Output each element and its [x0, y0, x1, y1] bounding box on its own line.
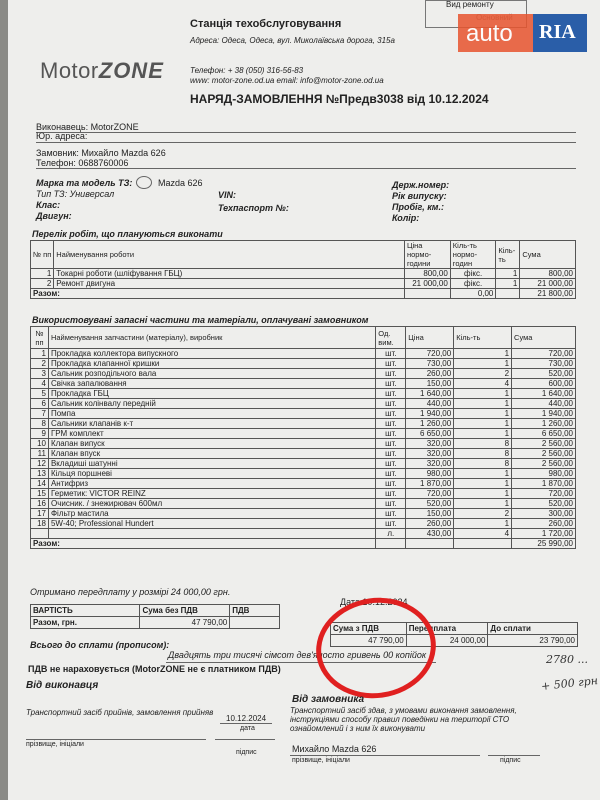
table-row: 15 Герметик: VICTOR REINZ шт. 720,00 1 720,00: [31, 489, 576, 499]
address-line: Адреса: Одеса, Одеса, вул. Миколаївська дорога, 315а: [190, 36, 395, 45]
color-label: Колір:: [392, 213, 420, 223]
year-label: Рік випуску:: [392, 191, 447, 201]
table-row: 17 Фільтр мастила шт. 150,00 2 300,00: [31, 509, 576, 519]
table-row: 12 Вкладиші шатунні шт. 320,00 8 2 560,00: [31, 459, 576, 469]
table-row: 11 Клапан впуск шт. 320,00 8 2 560,00: [31, 449, 576, 459]
accepted-text: Транспортний засіб прийнів, замовлення прийняв: [26, 708, 214, 717]
table-row: л. 430,00 4 1 720,00: [31, 529, 576, 539]
techpassport-label: Техпаспорт №:: [218, 203, 289, 213]
prepayment-line: Отримано передплату у розмірі 24 000,00 грн.: [30, 587, 231, 597]
table-row: 6 Сальник колінвалу передній шт. 440,00 1 440,00: [31, 399, 576, 409]
surname-label-right: прізвище, ініціали: [292, 757, 350, 764]
payment-date: Дата 10.12.2024: [340, 597, 408, 607]
motorzone-logo: MotorZONE: [40, 58, 164, 83]
works-header-rate: Ціна нормо-години: [404, 241, 450, 269]
vehicle-class-label: Клас:: [36, 200, 61, 210]
table-row: 8 Сальники клапанів к-т шт. 1 260,00 1 1 260,00: [31, 419, 576, 429]
table-row: 18 5W-40; Professional Hundert шт. 260,00 1 260,00: [31, 519, 576, 529]
table-row: 1 Прокладка коллектора випускного шт. 720,00 1 720,00: [31, 349, 576, 359]
table-row: 3 Сальник розподільчого вала шт. 260,00 2 520,00: [31, 369, 576, 379]
table-row: 1 Токарні роботи (шліфування ГБЦ) 800,00 фікс. 1 800,00: [31, 269, 576, 279]
signature-label-left: підпис: [236, 749, 257, 756]
table-row: 16 Очисник. / знежирювач 600мл шт. 520,00 1 520,00: [31, 499, 576, 509]
works-table: [30, 240, 576, 299]
handed-text: Транспортний засіб здав, з умовами виконання замовлення, інструкціями способу правил поведінки на території СТО ознайомлений і з ним їх виконувати: [290, 706, 517, 733]
works-header-name: Найменування роботи: [54, 241, 405, 269]
table-row: 7 Помпа шт. 1 940,00 1 1 940,00: [31, 409, 576, 419]
legal-address-line: Юр. адреса:: [36, 131, 88, 141]
executor-line: Виконавець: MotorZONE: [36, 122, 139, 132]
works-total-row: Разом: 0,00 21 800,00: [31, 289, 576, 299]
from-customer-label: Від замовника: [292, 694, 365, 705]
accepted-date: 10.12.2024: [226, 714, 267, 723]
customer-phone-line: Телефон: 0688760006: [36, 158, 129, 168]
plate-label: Держ.номер:: [392, 180, 450, 190]
vat-note: ПДВ не нараховується (MotorZONE не є платником ПДВ): [28, 664, 281, 674]
signature-label-right: підпис: [500, 757, 521, 764]
works-header-hours: Кіль-ть нормо-годин: [450, 241, 496, 269]
surname-label-left: прізвище, ініціали: [26, 741, 84, 748]
cost-table-right: Сума з ПДВ Передплата До сплати 47 790,00 24 000,00 23 790,00: [330, 622, 578, 647]
vehicle-make-value: Mazda 626: [158, 178, 203, 188]
vehicle-make-label: Марка та модель ТЗ:: [36, 178, 133, 188]
table-row: 5 Прокладка ГБЦ шт. 1 640,00 1 1 640,00: [31, 389, 576, 399]
parts-section-title: Використовувані запасні частини та матеріали, оплачувані замовником: [32, 315, 369, 325]
table-row: 9 ГРМ комплект шт. 6 650,00 1 6 650,00: [31, 429, 576, 439]
handwritten-note-2: + 500 грн: [540, 674, 599, 693]
parts-total-row: Разом: 25 990,00: [31, 539, 576, 549]
vehicle-engine-label: Двигун:: [36, 211, 72, 221]
table-row: 14 Антифриз шт. 1 870,00 1 1 870,00: [31, 479, 576, 489]
works-section-title: Перелік робіт, що плануються виконати: [32, 229, 223, 239]
in-words-label: Всього до сплати (прописом):: [30, 640, 170, 650]
date-word: дата: [240, 725, 255, 732]
autoria-watermark-auto: auto: [458, 14, 538, 52]
web-line: www: motor-zone.od.ua email: info@motor-zone.od.ua: [190, 76, 384, 85]
table-row: 13 Кільця поршневі шт. 980,00 1 980,00: [31, 469, 576, 479]
table-row: 4 Свічка запалювання шт. 150,00 4 600,00: [31, 379, 576, 389]
vehicle-type: Тип ТЗ: Универсал: [36, 189, 115, 199]
repair-type-label: Вид ремонту: [446, 0, 494, 9]
customer-line: Замовник: Михайло Mazda 626: [36, 148, 166, 158]
order-title: НАРЯД-ЗАМОВЛЕННЯ №Предв3038 від 10.12.2024: [190, 92, 489, 106]
works-header-sum: Сума: [520, 241, 576, 269]
phone-line: Телефон: + 38 (050) 316-56-83: [190, 66, 304, 75]
service-station-title: Станція техобслуговування: [190, 18, 342, 30]
parts-table: № пп Найменування запчастини (матеріалу), виробник Од. вим. Ціна Кіль-ть Сума 1 Прокладка коллектора випускного шт. 720,00 1 720,00 2 Прокладка клапанної кришки шт. 730,00 1 730,00 3 Сальник розподільчого вала шт. 260,00 2 520,00 4 Свічка запалювання шт. 150,00 4 600,00 5 Прокладка ГБЦ шт. 1 640,00 1 1 640,00 6 Сальник колінвалу передній шт. 440,00 1 440,00 7 Помпа шт. 1 940,00 1 1 940,00 8 Сальники клапанів к-т шт. 1 260,00 1 1 260,00 9 ГРМ комплект шт. 6 650,00 1 6 650,00 10 Клапан випуск шт. 320,00 8 2 560,00 11 Клапан впуск шт. 320,00 8 2 560,00 12 Вкладиші шатунні шт. 320,00 8 2 560,00 13 Кільця поршневі шт. 980,00 1 980,00 14 Антифриз шт. 1 870,00 1 1 870,00 15 Герметик: VICTOR REINZ шт. 720,00 1 720,00 16 Очисник. / знежирювач 600мл шт. 520,00 1 520,00 17 Фільтр мастила шт. 150,00 2 300,00 18 5W-40; Professional Hundert шт. 260,00 1 260,00 л. 430,00 4 1 720,00 Разом: 25 990,00: [30, 326, 576, 549]
mazda-icon: [136, 176, 152, 189]
autoria-watermark-ria: RIA: [533, 14, 587, 52]
table-row: 10 Клапан випуск шт. 320,00 8 2 560,00: [31, 439, 576, 449]
cost-table-left: ВАРТІСТЬ Сума без ПДВ ПДВ Разом, грн. 47 790,00: [30, 604, 280, 629]
from-executor-label: Від виконавця: [26, 680, 99, 691]
customer-name: Михайло Mazda 626: [292, 744, 377, 754]
in-words-value: Двадцять три тисячі сімсот дев'яносто гривень 00 копійок: [168, 650, 427, 660]
mileage-label: Пробіг, км.:: [392, 202, 444, 212]
works-header-no: № пп: [31, 241, 54, 269]
table-row: 2 Прокладка клапанної кришки шт. 730,00 1 730,00: [31, 359, 576, 369]
works-header-qty: Кіль-ть: [496, 241, 520, 269]
table-row: 2 Ремонт двигуна 21 000,00 фікс. 1 21 000,00: [31, 279, 576, 289]
handwritten-note-1: 2780 ...: [546, 653, 588, 666]
vin-label: VIN:: [218, 190, 236, 200]
